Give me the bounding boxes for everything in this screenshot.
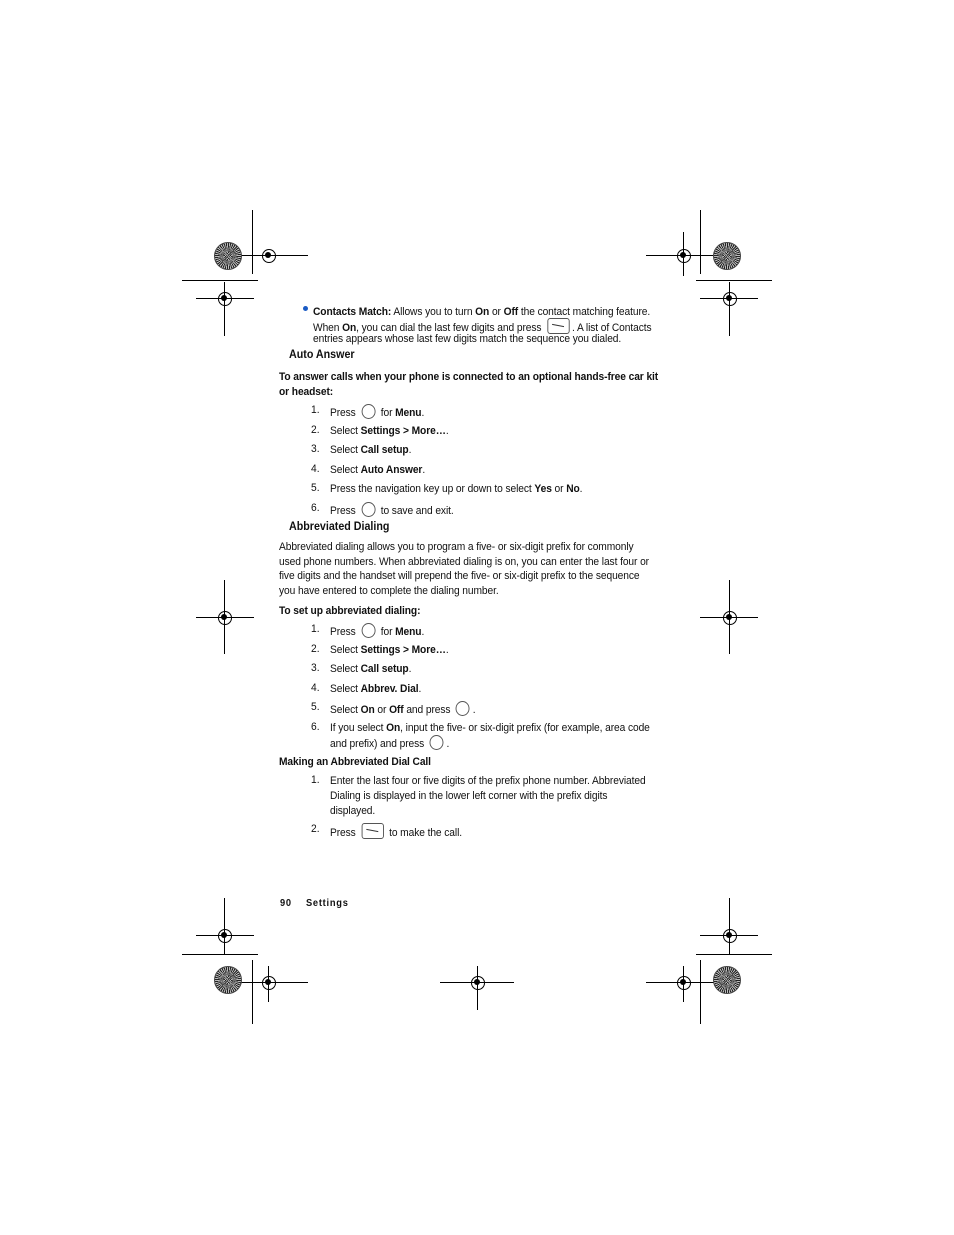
page-number: 90 — [280, 898, 292, 909]
step-number: 3. — [311, 443, 320, 455]
section-name: Settings — [305, 898, 349, 909]
step-number: 1. — [311, 404, 320, 416]
send-key-icon — [361, 823, 383, 839]
step-number: 2. — [311, 643, 320, 655]
auto-answer-heading: Auto Answer — [289, 349, 355, 361]
auto-answer-step-3: Select Call setup. — [330, 444, 412, 456]
step-number: 5. — [311, 482, 320, 494]
registration-star-icon — [214, 242, 242, 270]
step-number: 1. — [311, 774, 320, 786]
ok-key-icon — [361, 502, 375, 517]
abbrev-step-1: Press for Menu. — [330, 623, 424, 640]
registration-star-icon — [214, 966, 242, 994]
auto-answer-intro-line-1: To answer calls when your phone is connected to an optional hands-free car kit — [279, 371, 659, 383]
making-step-1-line-2: Dialing is displayed in the lower left corner with the prefix digits — [330, 790, 608, 802]
menu-key-icon — [361, 623, 375, 638]
step-number: 4. — [311, 682, 320, 694]
step-number: 5. — [311, 701, 320, 713]
abbrev-step-6-line-2: and prefix) and press . — [330, 735, 449, 752]
step-number: 1. — [311, 623, 320, 635]
making-step-1-line-1: Enter the last four or five digits of the prefix phone number. Abbreviated — [330, 775, 646, 787]
auto-answer-step-2: Select Settings > More…. — [330, 425, 449, 437]
abbrev-step-2: Select Settings > More…. — [330, 644, 449, 656]
step-number: 4. — [311, 463, 320, 475]
contacts-match-line-1: Contacts Match: Allows you to turn On or Off the contact matching feature. — [313, 306, 651, 318]
abbreviated-dialing-heading: Abbreviated Dialing — [289, 521, 390, 533]
step-number: 2. — [311, 424, 320, 436]
page-footer — [280, 898, 349, 909]
step-number: 6. — [311, 502, 320, 514]
abbrev-step-5: Select On or Off and press . — [330, 701, 475, 718]
contacts-match-line-2: When On, you can dial the last few digits and press . A list of Contacts — [313, 318, 652, 336]
auto-answer-step-6: Press to save and exit. — [330, 502, 454, 519]
making-step-1-line-3: displayed. — [330, 805, 376, 817]
making-abbreviated-call-heading: Making an Abbreviated Dial Call — [279, 756, 431, 768]
auto-answer-step-4: Select Auto Answer. — [330, 464, 426, 476]
abbreviated-dialing-intro: To set up abbreviated dialing: — [279, 605, 421, 617]
abbrev-step-3: Select Call setup. — [330, 663, 412, 675]
abbrev-step-4: Select Abbrev. Dial. — [330, 683, 422, 695]
auto-answer-intro-line-2: or headset: — [279, 386, 334, 398]
abbreviated-dialing-paragraph-line-2: used phone numbers. When abbreviated dialing is on, you can enter the last four or — [279, 556, 649, 568]
ok-key-icon — [456, 701, 470, 716]
menu-key-icon — [361, 404, 375, 419]
registration-star-icon — [713, 966, 741, 994]
abbreviated-dialing-paragraph-line-1: Abbreviated dialing allows you to program a five- or six-digit prefix for commonly — [279, 541, 634, 553]
bullet-icon — [303, 306, 308, 311]
abbreviated-dialing-paragraph-line-3: five digits and the handset will prepend the five- or six-digit prefix to the sequence — [279, 570, 640, 582]
step-number: 6. — [311, 721, 320, 733]
auto-answer-step-1: Press for Menu. — [330, 404, 424, 421]
step-number: 3. — [311, 662, 320, 674]
auto-answer-step-5: Press the navigation key up or down to select Yes or No. — [330, 483, 583, 495]
abbreviated-dialing-paragraph-line-4: you have entered to complete the dialing number. — [279, 585, 499, 597]
contacts-match-line-3: entries appears whose last few digits match the sequence you dialed. — [313, 333, 622, 345]
registration-star-icon — [713, 242, 741, 270]
ok-key-icon — [430, 735, 444, 750]
step-number: 2. — [311, 823, 320, 835]
making-step-2: Press to make the call. — [330, 823, 462, 841]
abbrev-step-6-line-1: If you select On, input the five- or six-digit prefix (for example, area code — [330, 722, 650, 734]
